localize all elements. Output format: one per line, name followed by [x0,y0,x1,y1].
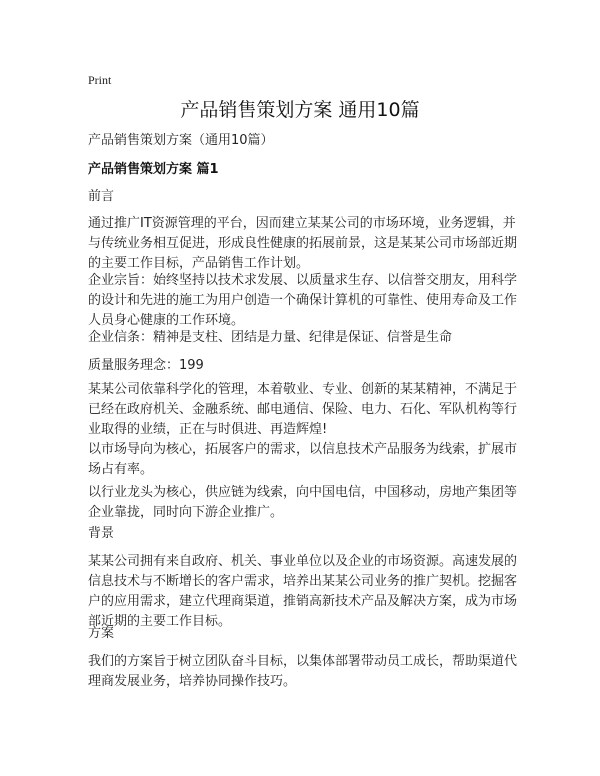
paragraph: 企业信条：精神是支柱、团结是力量、纪律是保证、信誉是生命 [88,330,453,345]
document-subtitle: 产品销售策划方案（通用10篇） [88,133,274,148]
heading-preface: 前言 [88,189,115,204]
paragraph: 某某公司依靠科学化的管理，本着敬业、专业、创新的某某精神，不满足于已经在政府机关、金融系统、邮电通信、保险、电力、石化、军队机构等行业取得的业绩，正在与时俱进、再造辉煌! [88,382,518,437]
paragraph: 我们的方案旨于树立团队奋斗目标，以集体部署带动员工成长，帮助渠道代理商发展业务，培养协同操作技巧。 [88,654,518,689]
paragraph: 以市场导向为核心，拓展客户的需求，以信息技术产品服务为线索，扩展市场占有率。 [88,442,518,477]
heading-plan: 方案 [88,626,115,641]
heading-background: 背景 [88,526,115,541]
paragraph: 以行业龙头为核心，供应链为线索，向中国电信，中国移动，房地产集团等企业靠拢，同时向下游企业推广。 [88,485,518,520]
paragraph: 企业宗旨：始终坚持以技术求发展、以质量求生存、以信誉交朋友，用科学的设计和先进的施工为用户创造一个确保计算机的可靠性、使用寿命及工作人员身心健康的工作环境。 [88,273,518,328]
section-heading: 产品销售策划方案 篇1 [88,162,219,177]
paragraph: 通过推广IT资源管理的平台，因而建立某某公司的市场环境，业务逻辑，并与传统业务相互促进，形成良性健康的拓展前景，这是某某公司市场部近期的主要工作目标，产品销售工作计划。 [88,216,518,271]
document-title: 产品销售策划方案 通用10篇 [180,99,420,121]
paragraph: 某某公司拥有来自政府、机关、事业单位以及企业的市场资源。高速发展的信息技术与不断增长的客户需求，培养出某某公司业务的推广契机。挖掘客户的应用需求，建立代理商渠道，推销高新技术产品及解决方案，成为市场部近期的主要工作目标。 [88,554,518,629]
print-link[interactable]: Print [88,73,112,87]
paragraph: 质量服务理念：199 [88,358,204,373]
